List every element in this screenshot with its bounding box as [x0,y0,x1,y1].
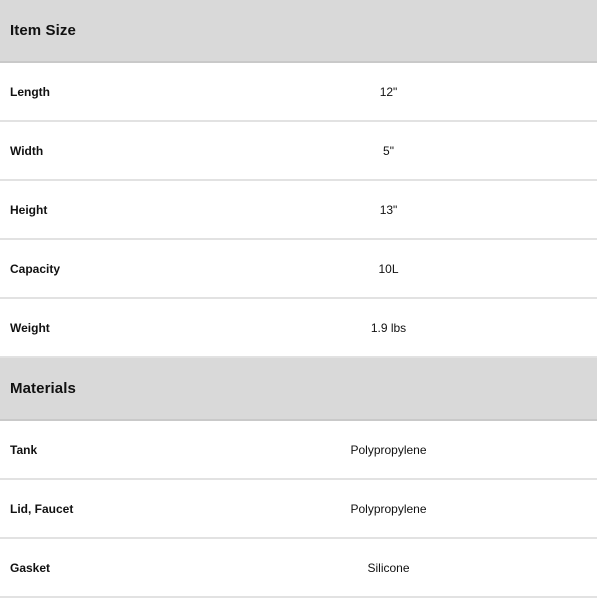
section-title: Item Size [10,22,76,39]
spec-label: Height [10,202,48,217]
spec-row-length [0,63,597,122]
section-header-materials [0,358,597,421]
spec-value: Polypropylene [350,442,427,457]
spec-value: Polypropylene [350,501,427,516]
spec-row-lid-faucet [0,480,597,539]
spec-label: Length [10,84,50,99]
spec-value: 12" [379,84,398,99]
spec-value: 5" [383,143,394,158]
spec-label: Lid, Faucet [10,501,74,516]
spec-label: Width [10,143,44,158]
spec-value: Silicone [367,560,410,575]
spec-row-gasket [0,539,597,598]
spec-row-tank [0,421,597,480]
spec-label: Capacity [10,261,61,276]
spec-row-capacity [0,240,597,299]
spec-row-height [0,181,597,240]
spec-value: 13" [379,202,398,217]
spec-label: Weight [10,320,50,335]
spec-label: Gasket [10,560,51,575]
spec-label: Tank [10,442,38,457]
spec-row-width [0,122,597,181]
spec-value: 1.9 lbs [370,320,407,335]
section-title: Materials [10,380,76,397]
spec-row-weight [0,299,597,358]
spec-value: 10L [378,261,399,276]
section-header-item-size [0,0,597,63]
